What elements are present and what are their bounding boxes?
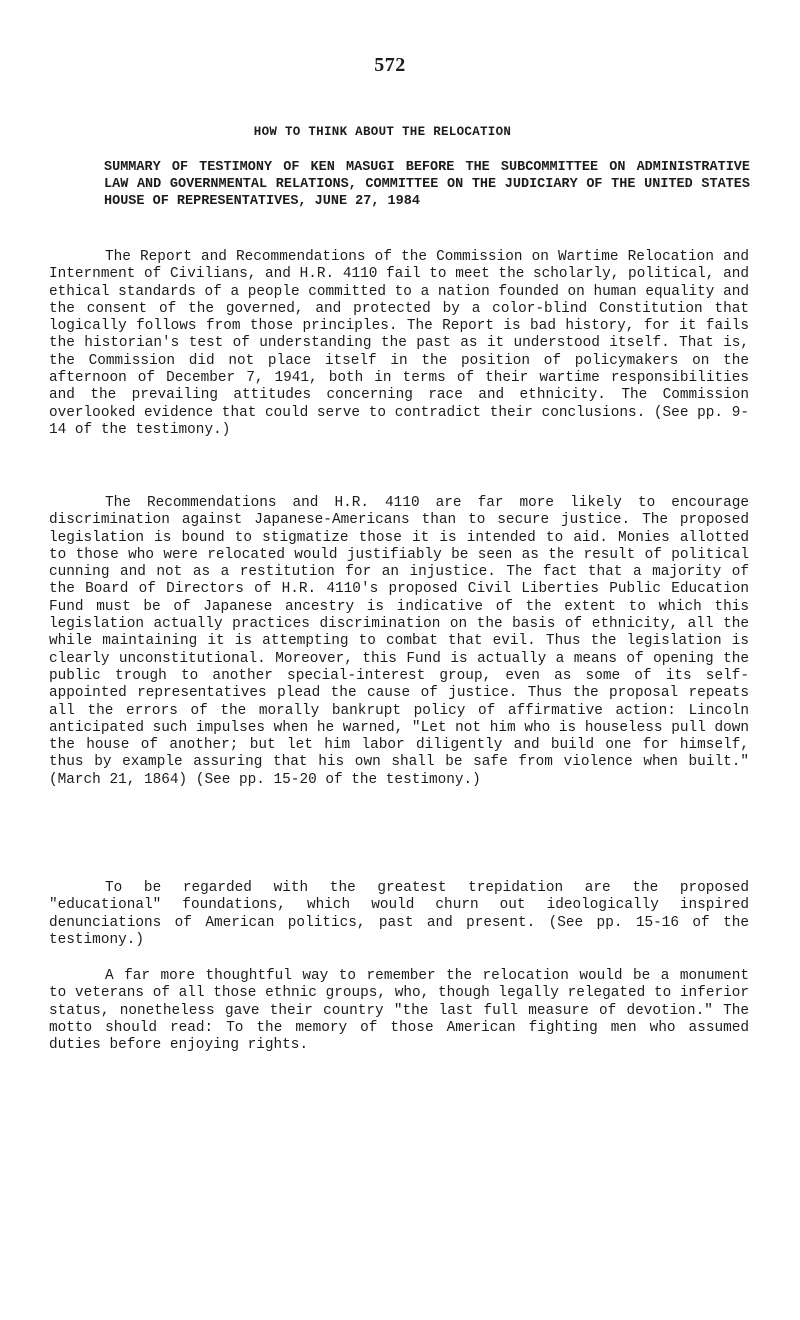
paragraph-educational-foundations: To be regarded with the greatest trepidation are the proposed "educational" foundations, which would churn out ideologically inspired denunciations of American politics, past and present. (See pp. 15-16 of the testimony.) [49, 880, 749, 948]
testimony-summary-heading: SUMMARY OF TESTIMONY OF KEN MASUGI BEFORE THE SUBCOMMITTEE ON ADMINISTRATIVE LAW AND GOVERNMENTAL RELATIONS, COMMITTEE ON THE JUDICIARY OF THE UNITED STATES HOUSE OF REPRESENTATIVES, JUNE 27, 1984 [104, 160, 750, 210]
document-title: HOW TO THINK ABOUT THE RELOCATION [253, 125, 512, 139]
paragraph-monument-proposal: A far more thoughtful way to remember the relocation would be a monument to veterans of all those ethnic groups, who, though legally relegated to inferior status, nonetheless gave their country "the last full measure of devotion." The motto should read: To the memory of those American fighting men who assumed duties before enjoying rights. [49, 968, 749, 1054]
paragraph-report-critique: The Report and Recommendations of the Commission on Wartime Relocation and Internment of Civilians, and H.R. 4110 fail to meet the scholarly, political, and ethical standards of a people committed to a nation founded on human equality and the consent of the governed, and protected by a color-blind Constitution that logically follows from those principles. The Report is bad history, for it fails the historian's test of understanding the past as it understood itself. That is, the Commission did not place itself in the position of policymakers on the afternoon of December 7, 1941, both in terms of their wartime responsibilities and the prevailing attitudes concerning race and ethnicity. The Commission overlooked evidence that could serve to contradict their conclusions. (See pp. 9-14 of the testimony.) [49, 249, 749, 438]
page-number: 572 [374, 54, 406, 76]
paragraph-discrimination: The Recommendations and H.R. 4110 are far more likely to encourage discrimination against Japanese-Americans than to secure justice. The proposed legislation is bound to stigmatize those it is intended to aid. Monies allotted to those who were relocated would justifiably be seen as the result of political cunning and not as a restitution for an injustice. The fact that a majority of the Board of Directors of H.R. 4110's proposed Civil Liberties Public Education Fund must be of Japanese ancestry is indicative of the extent to which this legislation actually practices discrimination on the basis of ethnicity, all the while maintaining it is attempting to combat that evil. Thus the legislation is clearly unconstitutional. Moreover, this Fund is actually a means of opening the public trough to another special-interest group, even as some of its self-appointed representatives plead the cause of justice. Thus the proposal repeats all the errors of the morally bankrupt policy of affirmative action: Lincoln anticipated such impulses when he warned, "Let not him who is houseless pull down the house of another; but let him labor diligently and build one for himself, thus by example assuring that his own shall be safe from violence when built." (March 21, 1864) (See pp. 15-20 of the testimony.) [49, 495, 749, 788]
